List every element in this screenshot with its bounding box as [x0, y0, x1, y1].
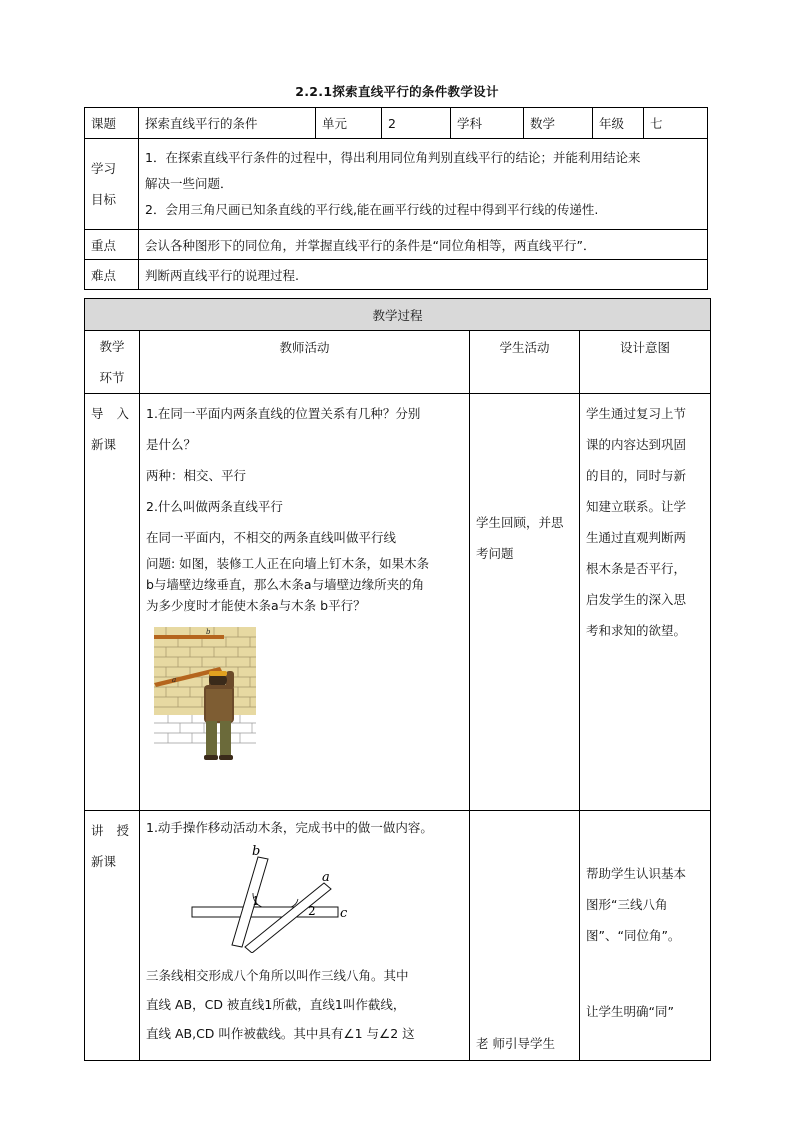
col-stage: 教学 环节	[85, 331, 140, 394]
intro-design: 学生通过复习上节 课的内容达到巩固 的目的，同时与新 知建立联系。让学 生通过直观判断两 根木条是否平行， 启发学生的深入思 考和求知的欲望。	[580, 394, 711, 811]
fig-angle-1: 1	[252, 894, 260, 908]
problem-1: 问题: 如图，装修工人正在向墙上钉木条，如果木条	[146, 556, 430, 571]
unit-value: 2	[382, 108, 451, 139]
goal-label: 学习 目标	[85, 139, 139, 230]
key-content: 会认各种图形下的同位角，并掌握直线平行的条件是“同位角相等，两直线平行”．	[139, 230, 708, 260]
a1: 两种：相交、平行	[146, 468, 247, 483]
grade-value: 七	[644, 108, 708, 139]
fig-label-b: b	[252, 844, 261, 859]
topic-value: 探索直线平行的条件	[139, 108, 316, 139]
three-lines-figure	[190, 841, 360, 953]
teach-text-1: 三条线相交形成八个角所以叫作三线八角。其中	[146, 968, 409, 983]
page-title: 2.2.1探索直线平行的条件教学设计	[295, 84, 499, 99]
worker-wall-illustration	[154, 627, 256, 763]
plank-b-label: b	[206, 628, 211, 636]
fig-label-a: a	[322, 870, 330, 885]
subject-value: 数学	[524, 108, 593, 139]
fig-label-c: c	[340, 906, 348, 921]
goal-1-cont: 解决一些问题．	[145, 176, 233, 191]
plank-a-label: a	[172, 676, 177, 684]
subject-label: 学科	[451, 108, 524, 139]
teaching-process-table	[84, 298, 711, 1061]
goal-2: 2．会用三角尺画已知条直线的平行线,能在画平行线的过程中得到平行线的传递性.	[145, 202, 599, 217]
stage-intro: 导 入 新课	[85, 394, 140, 811]
a2: 在同一平面内，不相交的两条直线叫做平行线	[146, 530, 397, 545]
teach-teacher	[140, 811, 470, 1061]
teach-step-1: 1.动手操作移动活动木条，完成书中的做一做内容。	[146, 820, 433, 835]
grade-label: 年级	[593, 108, 644, 139]
intro-student: 学生回顾，并思 考问题	[470, 394, 580, 811]
process-header: 教学过程	[85, 299, 711, 331]
q1-cont: 是什么？	[146, 437, 197, 452]
teach-student: 老 师引导学生	[470, 811, 580, 1061]
teach-text-2: 直线 AB，CD 被直线1所截，直线1叫作截线，	[146, 997, 406, 1012]
q1: 1.在同一平面内两条直线的位置关系有几种？分别	[146, 406, 421, 421]
col-teacher: 教师活动	[140, 331, 470, 394]
stage-teach: 讲 授 新课	[85, 811, 140, 1061]
q2: 2.什么叫做两条直线平行	[146, 499, 283, 514]
problem-2: b与墙壁边缘垂直，那么木条a与墙壁边缘所夹的角	[146, 577, 425, 592]
topic-label: 课题	[85, 108, 139, 139]
goal-content	[139, 139, 708, 230]
difficulty-label: 难点	[85, 260, 139, 290]
col-design: 设计意图	[580, 331, 711, 394]
col-student: 学生活动	[470, 331, 580, 394]
goal-1: 1．在探索直线平行条件的过程中，得出利用同位角判别直线平行的结论；并能利用结论来	[145, 150, 641, 165]
teach-text-3: 直线 AB,CD 叫作被截线。其中具有∠1 与∠2 这	[146, 1026, 415, 1041]
unit-label: 单元	[316, 108, 382, 139]
difficulty-content: 判断两直线平行的说理过程.	[139, 260, 708, 290]
course-info-table	[84, 107, 708, 290]
problem-3: 为多少度时才能使木条a与木条 b平行？	[146, 598, 366, 613]
fig-angle-2: 2	[308, 904, 316, 918]
key-label: 重点	[85, 230, 139, 260]
intro-teacher	[140, 394, 470, 811]
teach-design: 帮助学生认识基本 图形“三线八角 图”、“同位角”。 让学生明确“同”	[580, 811, 711, 1061]
